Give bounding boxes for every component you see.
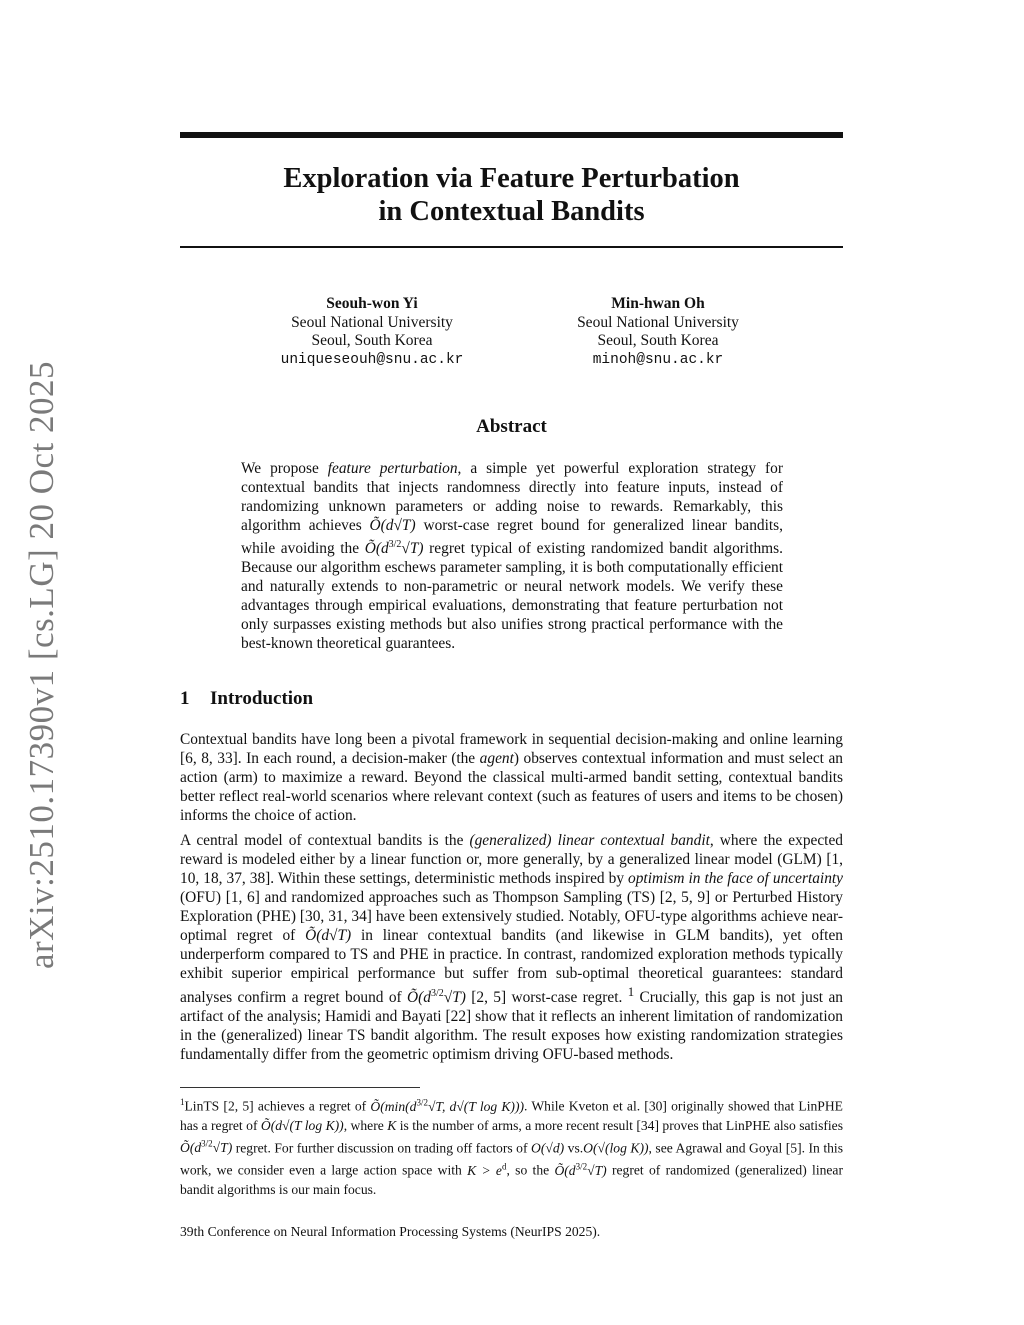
- footnote-math-8-exponent: 3/2: [575, 1161, 588, 1172]
- author-1-email[interactable]: uniqueseouh@snu.ac.kr: [280, 351, 464, 368]
- footnote-math-4-end: √T): [212, 1140, 233, 1156]
- author-2: [528, 295, 788, 369]
- intro-p2-math-2-exponent: 3/2: [430, 988, 444, 999]
- intro-p2-b: , where the expected reward is modeled either by a linear function or, more generally, by a generalized linear model (GLM) [1, 10, 18, 37, 38]. Within these settings, deterministic methods inspired by: [180, 832, 843, 887]
- abstract-s1: We propose: [241, 460, 328, 477]
- arxiv-stamp-text: arXiv:2510.17390v1 [cs.LG] 20 Oct 2025: [22, 360, 62, 970]
- intro-p2-f: Crucially, this gap is not just an artifact of the analysis; Hamidi and Bayati [22] show that it reflects an inherent limitation of randomization in the (generalized) linear TS bandit algorithm. The result exposes how existing randomization strategies fundamentally differ from the geometric optimism driving OFU-based methods.: [180, 989, 843, 1064]
- footnote-rule: [180, 1087, 420, 1088]
- footnote-d: is the number of arms, a more recent result [34] proves that LinPHE also satisfies: [396, 1117, 844, 1133]
- footnote-1: [180, 1093, 843, 1199]
- author-1: [242, 295, 502, 369]
- footnote-mark: 1: [180, 1097, 185, 1107]
- footnote-math-4: [180, 1140, 232, 1155]
- intro-p2-math-2-end: √T): [443, 989, 466, 1007]
- footnote-i: regret of randomized (generalized) linear bandit algorithms is our main focus.: [180, 1162, 843, 1197]
- title-line-1: Exploration via Feature Perturbation: [283, 163, 740, 194]
- intro-paragraph-2: [180, 831, 843, 1064]
- footnote-a: LinTS [2, 5] achieves a regret of: [184, 1098, 371, 1114]
- abstract-text: [241, 459, 783, 653]
- footnote-math-7: [467, 1163, 506, 1178]
- footnote-math-8-end: √T): [587, 1162, 607, 1178]
- abstract-emphasis: feature perturbation: [327, 460, 458, 477]
- abstract-heading: Abstract: [476, 416, 547, 437]
- intro-p2-c: (OFU) [1, 6] and randomized approaches such as Thompson Sampling (TS) [2, 5, 9] or Perturbed History Exploration (PHE) [30, 31, 34] have been extensively studied. Notably, OFU-type algorithms achieve near-optimal regret of: [180, 889, 843, 944]
- intro-p2-math-1: Õ(d√T): [305, 927, 352, 944]
- abstract-math-1: Õ(d√T): [369, 517, 416, 534]
- abstract-math-2-base: Õ(d: [364, 540, 389, 558]
- abstract-math-2: [365, 540, 424, 557]
- abstract-math-2-end: √T): [401, 540, 424, 558]
- footnote-c: , where: [343, 1117, 388, 1133]
- arxiv-stamp: [10, 360, 74, 970]
- footnote-math-4-exponent: 3/2: [201, 1138, 213, 1149]
- intro-p1-emphasis: agent: [479, 750, 514, 767]
- title-rule-top: [180, 132, 843, 138]
- intro-p2-emphasis-2: optimism in the face of uncertainty: [628, 870, 843, 887]
- section-heading-introduction: [180, 688, 313, 710]
- abstract-s2: , a simple yet powerful exploration strategy for contextual bandits that injects randomness directly into feature inputs, instead of randomizing unknown parameters or adding noise to rewards. Remarkably, this algorithm achieves: [241, 460, 783, 534]
- footnote-reference-1[interactable]: 1: [627, 985, 635, 999]
- intro-p2-e: [2, 5] worst-case regret.: [465, 989, 628, 1007]
- author-2-affiliation: Seoul National University: [577, 313, 739, 331]
- intro-p2-math-2: [407, 989, 466, 1006]
- author-1-location: Seoul, South Korea: [311, 332, 433, 349]
- paper-title: [180, 162, 843, 228]
- title-line-2: in Contextual Bandits: [378, 196, 645, 227]
- author-1-affiliation: Seoul National University: [291, 313, 453, 331]
- footnote-math-1-base: Õ(min(d: [370, 1098, 417, 1114]
- footnote-math-4-base: Õ(d: [180, 1140, 202, 1156]
- author-2-email[interactable]: minoh@snu.ac.kr: [592, 351, 724, 368]
- intro-p2-emphasis-1: (generalized) linear contextual bandit: [469, 832, 710, 849]
- footnote-math-3: K: [387, 1117, 397, 1133]
- footnote-f: vs.: [564, 1140, 584, 1156]
- footnote-math-7-exponent: d: [501, 1161, 507, 1172]
- footnote-math-5: O(√d): [531, 1140, 565, 1156]
- intro-p1-a: Contextual bandits have long been a pivotal framework in sequential decision-making and online learning [6, 8, 33]. In each round, a decision-maker (the: [180, 731, 843, 767]
- footnote-math-1-exponent: 3/2: [416, 1097, 428, 1107]
- footnote-math-1-end: √T, d√(T log K))): [427, 1098, 525, 1114]
- title-rule-bottom: [180, 246, 843, 248]
- footnote-g: , see Agrawal and Goyal [5]. In this work, we consider even a large action space with: [180, 1140, 843, 1178]
- footnote-math-8: [554, 1163, 606, 1178]
- intro-p2-a: A central model of contextual bandits is the: [180, 832, 470, 849]
- intro-p2-d: in linear contextual bandits (and likewise in GLM bandits), yet often underperform compared to TS and PHE in practice. In contrast, randomized exploration methods typically exhibit superior empirical performance but suffer from sub-optimal theoretical guarantees: standard analyses confirm a regret bound of: [180, 927, 843, 1007]
- author-2-location: Seoul, South Korea: [597, 332, 719, 349]
- footnote-h: , so the: [506, 1162, 555, 1178]
- footnote-math-6: O(√(log K)): [583, 1140, 649, 1156]
- footnote-math-1: [370, 1099, 524, 1114]
- footnote-e: regret. For further discussion on trading off factors of: [232, 1140, 532, 1156]
- author-2-name: Min-hwan Oh: [611, 295, 705, 312]
- section-title: Introduction: [210, 688, 314, 709]
- footnote-math-2: Õ(d√(T log K)): [260, 1117, 344, 1133]
- footnote-b: . While Kveton et al. [30] originally showed that LinPHE has a regret of: [180, 1098, 843, 1133]
- intro-p2-math-2-base: Õ(d: [407, 989, 431, 1007]
- abstract-s3: worst-case regret bound for generalized linear bandits, while avoiding the: [241, 517, 783, 558]
- intro-paragraph-1: [180, 730, 843, 825]
- abstract-math-2-exponent: 3/2: [388, 539, 402, 550]
- section-number: 1: [180, 688, 190, 709]
- footnote-math-8-base: Õ(d: [554, 1162, 576, 1178]
- intro-p1-b: ) observes contextual information and must select an action (arm) to maximize a reward. Beyond the classical multi-armed bandit setting, contextual bandits better reflect real-world scenarios where relevant context (such as features of users and items to be chosen) informs the choice of action.: [180, 750, 843, 824]
- author-1-name: Seouh-won Yi: [326, 295, 418, 312]
- footnote-math-7-base: K > e: [467, 1162, 502, 1178]
- abstract-s4: regret typical of existing randomized bandit algorithms. Because our algorithm eschews parameter sampling, it is both computationally efficient and naturally extends to non-parametric or neural network models. We verify these advantages through empirical evaluations, demonstrating that feature perturbation not only surpasses existing methods but also unifies strong practical performance with the best-known theoretical guarantees.: [241, 540, 783, 653]
- conference-note: 39th Conference on Neural Information Processing Systems (NeurIPS 2025).: [180, 1224, 601, 1239]
